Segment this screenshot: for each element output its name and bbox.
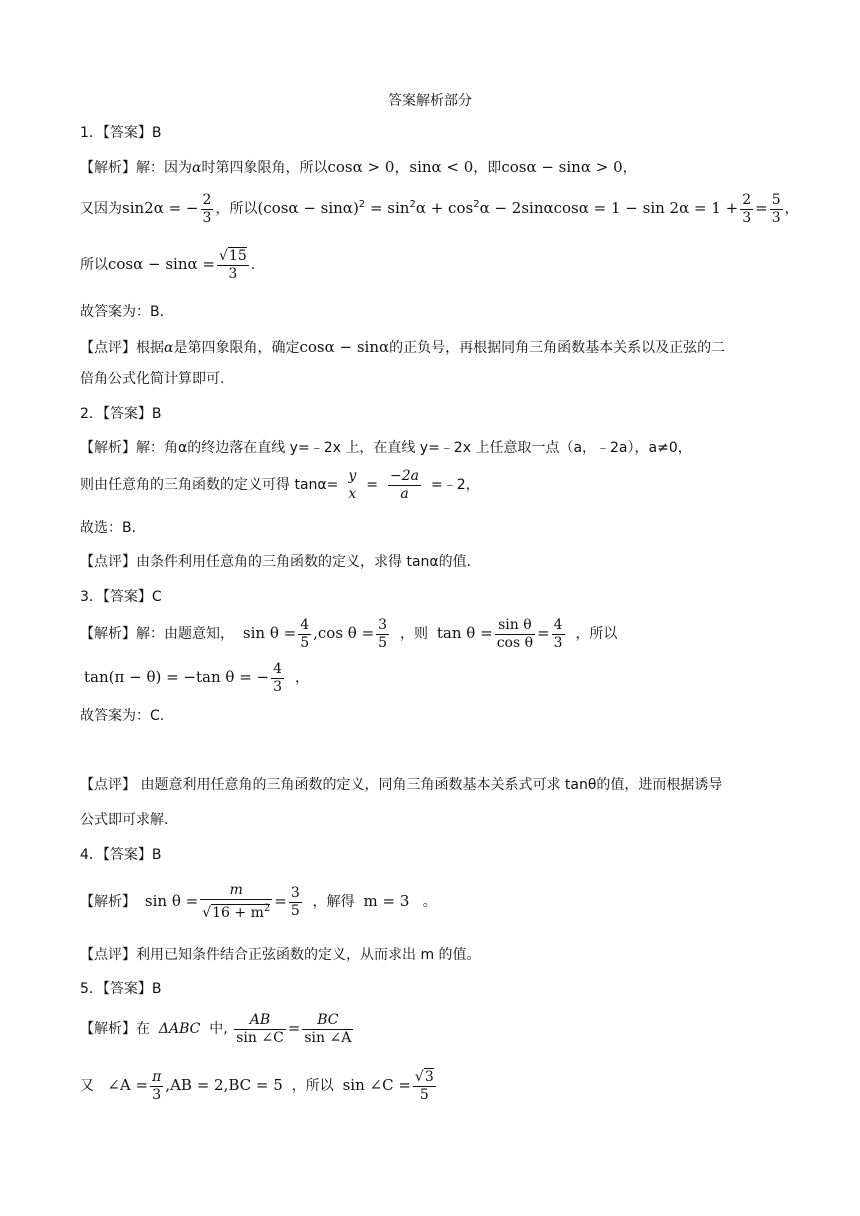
q5-expression: ∠A = (107, 1076, 149, 1094)
q1-comment-label: 【点评】根据 (80, 340, 164, 356)
q3-analysis-line1 (80, 613, 617, 654)
q1-expression: α + cos (415, 199, 474, 217)
page-title: 答案解析部分 (388, 93, 472, 109)
q5-text: 又 (80, 1078, 94, 1094)
q3-expression: tan(π − θ) = −tan θ = − (84, 668, 270, 686)
q1-text: ， (784, 201, 799, 217)
q4-result: m = 3 (363, 892, 410, 910)
q2-text: =﹣2， (431, 477, 480, 493)
q4-answer: 4．【答案】B (80, 847, 162, 863)
q1-expression: cosα − sinα > 0 (501, 158, 623, 176)
q5-expression: sin ∠C = (342, 1076, 411, 1094)
q5-analysis-line1 (80, 1006, 355, 1051)
q1-expression: cosα − sinα (299, 338, 390, 356)
fraction (740, 192, 753, 227)
radicand: 15 (228, 247, 247, 264)
numerator: 3 (378, 616, 388, 633)
numerator: y (348, 467, 357, 484)
q2-conclusion: 故选：B． (80, 520, 146, 536)
numerator: −2a (390, 467, 419, 484)
q1-conclusion: 故答案为：B． (80, 304, 174, 320)
q1-text: ， (622, 160, 637, 176)
q1-answer: 1．【答案】B (80, 125, 162, 141)
fraction (346, 468, 358, 503)
q3-text: ，所以 (575, 626, 618, 642)
q3-conclusion: 故答案为：C. (80, 708, 165, 724)
q3-answer: 3．【答案】C (80, 589, 162, 605)
fraction (200, 882, 272, 922)
fraction (302, 1012, 353, 1047)
q5-expression: ΔABC (158, 1021, 201, 1037)
q2-analysis-line2 (80, 465, 480, 505)
numerator: 2 (742, 191, 752, 208)
q1-condition: cosα > 0，sinα < 0 (327, 158, 474, 176)
q5-text: ，所以 (291, 1078, 334, 1094)
superscript: 2 (358, 199, 366, 210)
q5-text: 中, (209, 1021, 228, 1037)
q1-text: 是第四象限角，确定 (173, 340, 300, 356)
denominator: x (348, 485, 357, 502)
q2-answer: 2．【答案】B (80, 406, 162, 422)
q1-text: 的正负号，再根据同角三角函数基本关系以及正弦的二 (389, 340, 726, 356)
q4-comment: 【点评】利用已知条件结合正弦函数的定义，从而求出 m 的值。 (80, 947, 481, 963)
fraction (495, 617, 535, 652)
numerator: 4 (553, 616, 563, 633)
q3-expression: tan θ = (436, 624, 493, 642)
denominator: 3 (742, 209, 752, 226)
q1-analysis-line3 (80, 245, 255, 284)
q3-expression: sin θ = (242, 624, 297, 642)
q5-analysis-line2 (80, 1063, 438, 1108)
q1-analysis-line1 (80, 157, 637, 178)
q2-text: 则由任意角的三角函数的定义可得 tanα= (80, 477, 339, 493)
numerator: 2 (202, 191, 212, 208)
radicand: 3 (424, 1068, 434, 1085)
q1-comment-line1 (80, 337, 725, 358)
numerator: 5 (771, 191, 781, 208)
q4-analysis (80, 876, 437, 927)
denominator: 3 (228, 265, 238, 282)
fraction (201, 192, 214, 227)
denominator: 3 (202, 209, 212, 226)
alpha-symbol: α (164, 340, 174, 356)
denominator: 5 (290, 902, 300, 919)
radicand (211, 904, 270, 921)
q1-text: 时第四象限角，所以 (201, 160, 328, 176)
numerator: √15 (219, 247, 247, 264)
q1-analysis-label: 【解析】解：因为 (80, 160, 192, 176)
q5-answer: 5．【答案】B (80, 981, 162, 997)
q4-text: ，解得 (312, 894, 355, 910)
denominator: sin ∠C (236, 1029, 284, 1046)
equals-sign: = (366, 477, 379, 493)
denominator: 5 (300, 634, 310, 651)
superscript: 2 (409, 199, 416, 210)
q1-text: . (250, 257, 256, 273)
numerator: 3 (290, 884, 300, 901)
numerator: 4 (273, 660, 283, 677)
denominator: sin ∠A (304, 1029, 352, 1046)
q3-analysis-line2 (84, 657, 309, 698)
q1-expression: (cosα − sinα) (257, 199, 359, 217)
q5-expression: ,AB = 2,BC = 5 (165, 1076, 283, 1094)
fraction (289, 885, 302, 920)
q1-expression: sin2α = − (122, 199, 199, 217)
q4-text: 。 (422, 894, 437, 910)
q4-analysis-label: 【解析】 (80, 894, 136, 910)
denominator: 5 (419, 1086, 429, 1103)
fraction (413, 1069, 436, 1104)
fraction (234, 1012, 286, 1047)
superscript: 2 (263, 903, 271, 914)
q1-text: 所以 (80, 257, 108, 273)
q1-expression: α − 2sinαcosα = 1 − sin 2α = 1 + (479, 199, 739, 217)
q1-analysis-line2: 又因为sin2α = − $\frac{2}{3}$ ，所以$(\cos\alpha - \sin\alpha)^2 = \sin^2\alpha + \cos^2\alpha - 2\sin\alpha\cos\alpha = 1 - \sin 2\alpha = 1$ + $\frac{2}{3}$ = $\frac{5}{3}$ ， (80, 191, 799, 226)
q3-comment-line1: 【点评】 由题意利用任意角的三角函数的定义，同角三角函数基本关系式可求 tanθ的值，进而根据诱导 (80, 777, 723, 793)
q4-expression: sin θ = (144, 892, 199, 910)
q5-analysis-label: 【解析】在 (80, 1021, 150, 1037)
q1-text: ，所以 (215, 201, 258, 217)
fraction (376, 617, 389, 652)
alpha-symbol: α (192, 160, 202, 176)
q1-text: ，即 (473, 160, 502, 176)
radicand-text: 16 + m (212, 905, 264, 921)
q3-comment-line2: 公式即可求解. (80, 812, 169, 828)
equals-sign: = (287, 1019, 301, 1037)
numerator: m (200, 882, 272, 900)
q1-expression: cosα − sinα = (108, 255, 215, 273)
q3-text: ， (294, 670, 309, 686)
q1-expression: = sin (365, 199, 410, 217)
equals-sign: = (274, 892, 287, 910)
equals-sign: = (537, 624, 550, 642)
denominator: cos θ (496, 634, 534, 651)
denominator: a (400, 485, 409, 502)
q2-comment: 【点评】由条件利用任意角的三角函数的定义，求得 tanα的值． (80, 554, 481, 570)
denominator: 5 (378, 634, 388, 651)
numerator: √3 (414, 1068, 434, 1085)
denominator: 3 (771, 209, 781, 226)
q1-comment-line2: 倍角公式化简计算即可. (80, 371, 225, 387)
fraction (552, 617, 565, 652)
numerator: AB (234, 1012, 286, 1030)
q3-analysis-label: 【解析】解：由题意知， (80, 626, 234, 642)
denominator: 3 (553, 634, 563, 651)
denominator: 3 (152, 1086, 162, 1103)
q3-expression: ,cos θ = (313, 624, 375, 642)
numerator: sin θ (495, 617, 535, 635)
fraction (388, 468, 421, 503)
fraction (271, 661, 284, 696)
numerator: π (152, 1068, 162, 1085)
fraction (217, 248, 249, 283)
fraction (150, 1069, 163, 1104)
q2-analysis-line1: 【解析】解：角α的终边落在直线 y=﹣2x 上，在直线 y=﹣2x 上任意取一点（a，﹣2a），a≠0， (80, 440, 692, 456)
q1-text: 又因为 (80, 201, 122, 217)
fraction (770, 192, 783, 227)
q3-text: ，则 (400, 626, 428, 642)
numerator: 4 (300, 616, 310, 633)
denominator: $√16 + m^2$ (202, 903, 271, 921)
numerator: BC (302, 1012, 353, 1030)
superscript: 2 (473, 199, 480, 210)
denominator: 3 (273, 678, 283, 695)
fraction (298, 617, 311, 652)
